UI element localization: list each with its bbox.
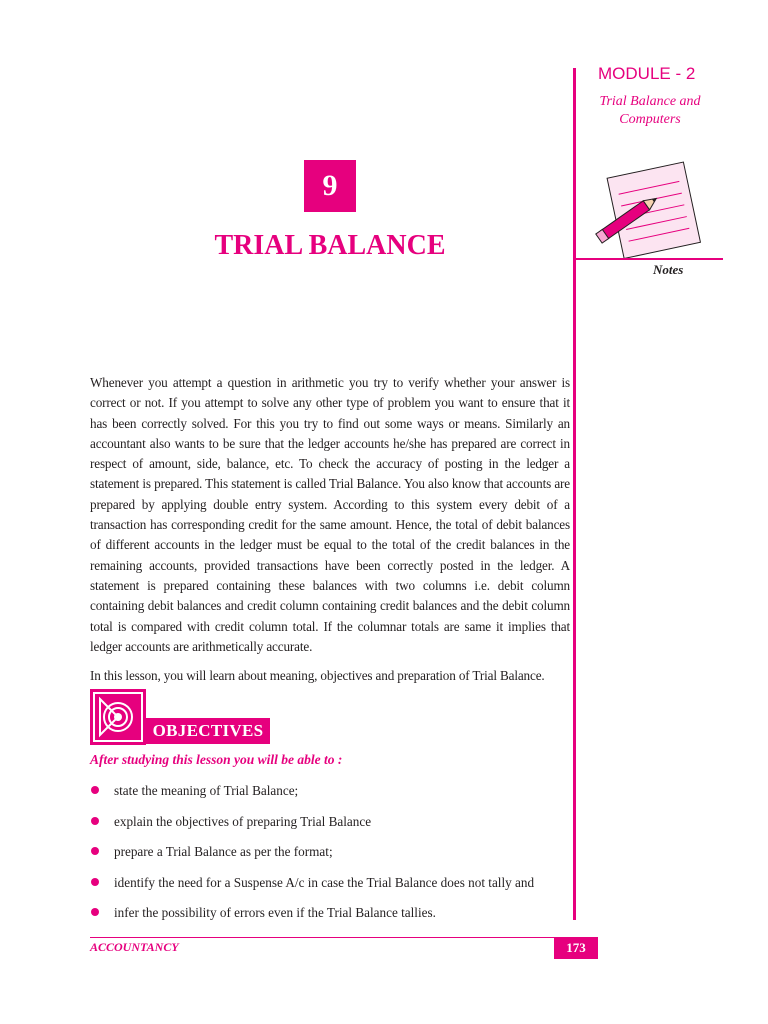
footer-subject: ACCOUNTANCY [90,940,179,954]
notes-divider [575,258,723,260]
bullet-icon [91,908,99,916]
list-item-text: state the meaning of Trial Balance; [114,783,299,798]
lesson-paragraph: In this lesson, you will learn about meaning, objectives and preparation of Trial Balance. [90,668,545,683]
notes-label: Notes [653,262,684,277]
list-item-text: prepare a Trial Balance as per the format; [114,844,333,859]
objectives-target-icon [90,689,146,750]
bullet-icon [91,847,99,855]
list-item-text: explain the objectives of preparing Trial Balance [114,813,372,829]
objectives-intro: After studying this lesson you will be able to : [90,752,343,767]
page-number: 173 [554,937,598,959]
list-item-text: identify the need for a Suspense A/c in case the Trial Balance does not tally and [114,874,535,890]
margin-divider [573,68,576,920]
module-subtitle-line2: Computers [619,112,681,127]
module-subtitle-line1: Trial Balance and [599,94,701,109]
bullet-icon [91,817,99,825]
bullet-icon [91,786,99,794]
footer-divider [90,937,598,938]
list-item [90,843,570,874]
module-title: MODULE - 2 [598,64,696,83]
list-item [90,904,570,935]
list-item-text: infer the possibility of errors even if the Trial Balance tallies. [114,905,436,920]
bullet-icon [91,878,99,886]
intro-paragraph: Whenever you attempt a question in arithmetic you try to verify whether your answer is correct or not. If you attempt to solve any other type of problem you want to ensure that it has been correctly solved. For this you try to find out some ways or means. Similarly an accountant also wants to be sure that the ledger accounts he/she has prepared are correct in respect of amount, side, balance, etc. To check the accuracy of posting in the ledger a statement is prepared. This statement is called Trial Balance. You also know that accounts are prepared by applying double entry system. According to this system every debit of a transaction has corresponding credit for the same amount. Hence, the total of debit balances of different accounts in the ledger must be equal to the total of the credit balances in the remaining accounts, provided transactions have been correctly posted in the ledger. A statement is prepared containing these balances with two columns i.e. debit column containing debit balances and credit column containing credit balances and the debit column total is compared with credit column total. If the columnar totals are same it implies that ledger accounts are arithmetically accurate. [90,375,570,654]
chapter-number: 9 [304,160,356,212]
list-item [90,782,570,813]
objectives-list [90,782,570,935]
pencil-notepad-icon [592,156,708,263]
module-subtitle [582,93,718,129]
list-item [90,813,570,844]
chapter-title: TRIAL BALANCE [214,230,446,261]
list-item [90,874,570,905]
objectives-label: OBJECTIVES [146,718,270,744]
